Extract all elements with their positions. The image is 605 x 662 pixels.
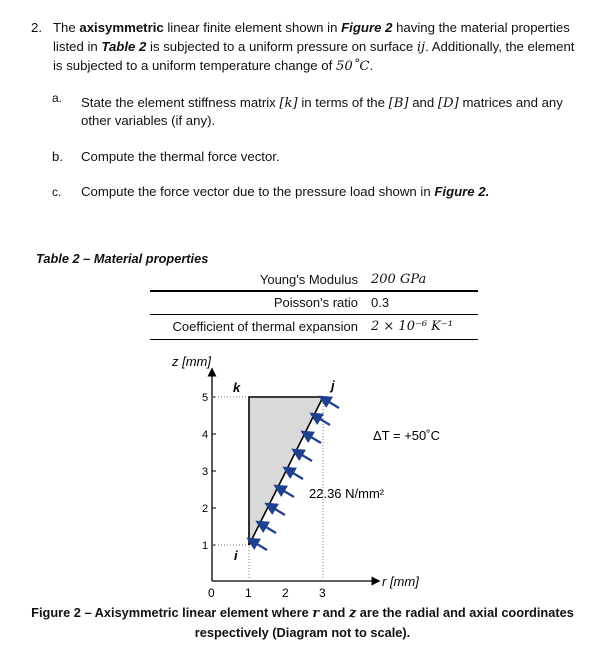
temperature-change-label: ΔT = +50˚C <box>373 428 440 443</box>
figure-caption-line-2: respectively (Diagram not to scale). <box>194 625 411 640</box>
z-axis-label: z [mm] <box>172 354 211 369</box>
r-tick-label-0: 0 <box>208 586 215 600</box>
pressure-arrow <box>261 524 276 533</box>
node-k-label: k <box>233 380 241 395</box>
z-tick-label-1: 1 <box>202 540 209 552</box>
table-row-poisson-value: 0.3 <box>371 295 390 310</box>
r-tick-label-1: 1 <box>245 586 252 600</box>
r-tick-label-2: 2 <box>282 586 289 600</box>
figure-caption-line-1: Figure 2 – Axisymmetric linear element where r and z are the radial and axial coordinates <box>31 605 574 621</box>
table-row-youngs-value: 200 GPa <box>371 272 427 287</box>
table-row-youngs-property: Young's Modulus <box>259 272 358 287</box>
question-intro-line-1: The axisymmetric linear finite element shown in Figure 2 having the material properties <box>53 20 570 35</box>
z-tick-label-3: 3 <box>202 466 209 478</box>
z-tick-label-5: 5 <box>202 392 209 404</box>
pressure-arrow <box>252 541 267 550</box>
pressure-arrow <box>288 470 303 479</box>
table-row-expansion-value: 2 × 10⁻⁶ K⁻¹ <box>371 319 453 334</box>
part-b-label: b. <box>52 149 63 164</box>
part-a-label: a. <box>52 91 63 105</box>
part-a-line-1: State the element stiffness matrix [k] in terms of the [B] and [D] matrices and any <box>81 95 563 111</box>
pressure-arrow <box>306 434 321 443</box>
z-tick-label-4: 4 <box>202 429 209 441</box>
part-c-label: c. <box>52 185 62 199</box>
pressure-arrow <box>324 399 339 408</box>
part-b-text: Compute the thermal force vector. <box>81 149 280 164</box>
triangular-element <box>249 397 323 545</box>
part-a-line-2: other variables (if any). <box>81 113 216 128</box>
pressure-arrow <box>297 452 312 461</box>
table-caption: Table 2 – Material properties <box>36 251 209 266</box>
r-tick-label-3: 3 <box>319 586 326 600</box>
node-j-label: j <box>331 378 335 393</box>
question-intro-line-2: listed in Table 2 is subjected to a uniform pressure on surface ij. Additionally, the element <box>53 39 575 55</box>
r-axis-label: r [mm] <box>382 574 419 589</box>
table-row-poisson-property: Poisson's ratio <box>273 295 358 310</box>
question-number: 2. <box>31 20 42 35</box>
pressure-magnitude-label: 22.36 N/mm² <box>309 486 385 501</box>
pressure-arrow <box>279 488 294 497</box>
pressure-arrow <box>270 506 285 515</box>
part-c-text: Compute the force vector due to the pressure load shown in Figure 2. <box>81 184 490 199</box>
pressure-arrow <box>315 416 330 425</box>
table-row-expansion-property: Coefficient of thermal expansion <box>172 319 358 334</box>
question-intro-line-3: is subjected to a uniform temperature change of 50˚C. <box>53 58 374 74</box>
z-tick-label-2: 2 <box>202 503 209 515</box>
node-i-label: i <box>234 548 238 563</box>
